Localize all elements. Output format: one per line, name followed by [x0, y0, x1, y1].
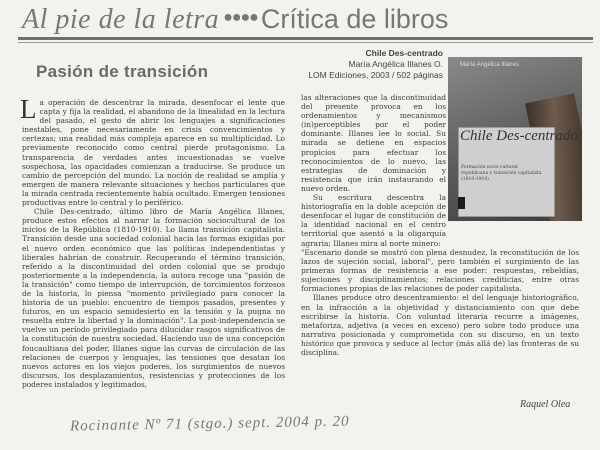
book-info: [270, 48, 443, 81]
handwritten-source-note: Rocinante Nº 71 (stgo.) sept. 2004 p. 20: [69, 413, 350, 435]
cover-author: María Angélica Illanes: [460, 62, 519, 68]
header-rule: [18, 37, 593, 40]
paragraph-text: a operación de descentrar la mirada, desenfocar el lente que capta y fija la realidad, el abandono de la linealidad en la lectura del pasado, el gesto de abrir los lenguajes a significaciones inestables, pone necesariamente en crisis convencimientos y certezas; una realidad más compleja aparece en su multiplicidad. Lo previamente reconocido como central pierde protagonismo. La transparencia de verdades antes incuestionadas se vuelve sospechosa, las opacidades comienzan a traducirse. Se produce un cambio de percepción del mundo. La noción de realidad se amplía y emergen de manera relevante situaciones y hechos particulares que la mirada centrada recientemente había ocultado. Emergen tensiones productivas entre lo central y lo periférico.: [22, 98, 285, 208]
paragraph: "Escenario donde se mostró con plena desnudez, la reconstitución de los lazos de sujeción social, laboral", pero también el surgimiento de las primeras formas de resistencia a ese poder: respuestas, rebeldías, sujeciones y disciplinamientos; relaciones crediticias, entre otras formaciones propias de las relaciones de poder capitalista.: [301, 248, 579, 294]
paragraph: las alteraciones que la discontinuidad del presente provoca en los ordenamientos y mecanismos (in)perceptibles por el poder dominante. Illanes lee lo social. Su mirada se detiene en espacios propicios para efectuar los reconocimientos de lo nuevo, las estrategias de dominación y resistencia que irán instaurando el nuevo orden.: [301, 93, 446, 193]
publisher-logo: [458, 197, 465, 209]
article-column-2: [301, 93, 446, 248]
section-dots: ●●●●: [223, 9, 258, 26]
article-column-1: [20, 94, 285, 389]
section-title-left: Al pie de la letra: [22, 4, 220, 35]
drop-cap: L: [20, 94, 37, 124]
paragraph: [20, 94, 285, 208]
article-title: Pasión de transición: [36, 62, 209, 81]
author-signature: Raquel Olea: [520, 399, 571, 410]
section-header: [22, 4, 592, 34]
header-rule-thin: [18, 42, 593, 43]
paragraph: Su escritura descentra la historiografía en la doble acepción de desenfocar el lugar de constitución de la identidad nacional en el centro territorial que asentó a la oligarquía agraria; Illanes mira al norte minero:: [301, 193, 446, 248]
article-column-3: [301, 248, 579, 357]
section-title-right: Crítica de libros: [260, 4, 449, 34]
book-publisher: LOM Ediciones, 2003 / 502 páginas: [308, 70, 443, 80]
cover-subtitle: Formación socio-cultural republicana y transición capitalista (1810-1910): [461, 165, 542, 182]
paragraph: Chile Des-centrado, último libro de María Angélica Illanes, produce estos efectos al narrar la formación sociocultural de los inicios de la República (1810-1910). Lo llama transición capitalista. Transición desde una sociedad colonial hacia las formas exigidas por el nuevo orden económico que las políticas independentistas y liberales habrían de construir. Recuperando el término transición, referido a la discontinuidad del orden colonial que se produjo posteriormente a la independencia, la autora recoge una "pasión de la transición" como tiempo de interrupción, de torcimientos forzosos de la historia, lo piensa "momento privilegiado para conocer la historia de un pueblo: encuentro de tiempos pasados, presentes y futuros, en un espacio semidesierto en la tensión y la pugna no resuelta entre la libertad y la dominación". La post-independencia se vuelve un período privilegiado para dilucidar rasgos significativos de la constitución de nuestra sociedad. Haciendo uso de una concepción foucaultiana del poder, Illanes sigue las curvas de circulación de las relaciones de cuerpos y lenguajes, las tensiones que desatan los nuevos actores en los viejos poderes, los surgimientos de nuevos discursos, los desplazamientos, resistencias y protecciones de los poderes instalados y legitimados,: [22, 207, 285, 389]
book-title: Chile Des-centrado: [365, 48, 443, 58]
book-cover-image: [448, 57, 582, 221]
cover-title: Chile Des-centrado: [460, 128, 578, 144]
paragraph: Illanes produce otro descentramiento: el del lenguaje historiográfico, en la infracción a la objetividad y distanciamiento con que debe escribirse la historia. Con voluntad literaria recurre a imágenes, metaforiza, adjetiva (a veces en exceso) pero sobre todo produce una narrativa posicionada y comprometida con su discurso, en un texto histórico que provoca y seduce al lector (más allá de) las fronteras de su disciplina.: [301, 293, 579, 358]
book-author: María Angélica Illanes O.: [348, 59, 443, 69]
